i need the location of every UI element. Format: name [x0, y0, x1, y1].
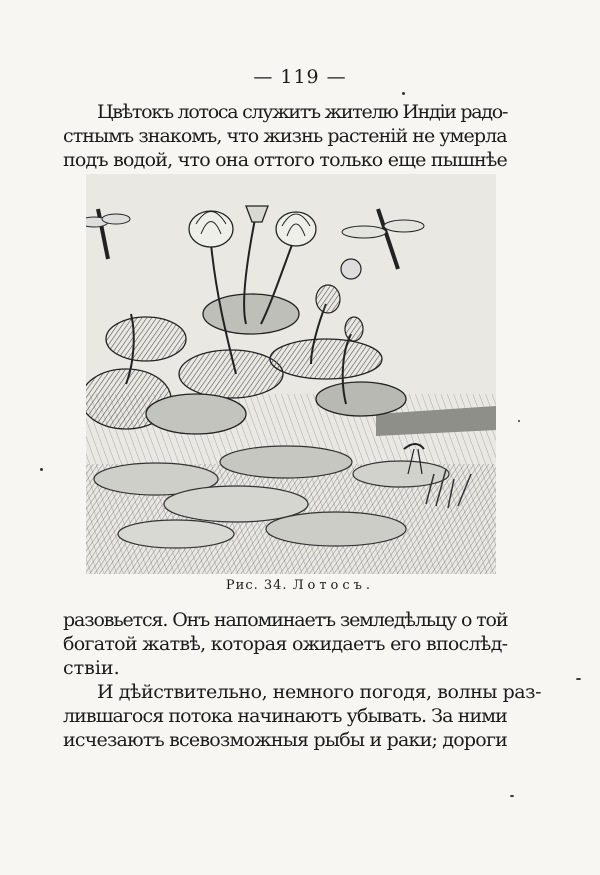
print-speck — [510, 795, 514, 797]
lotus-leaf — [316, 382, 406, 416]
lotus-pad — [353, 461, 449, 487]
lotus-flower — [276, 212, 316, 246]
lotus-illustration — [86, 174, 496, 574]
caption-title: Лотосъ. — [292, 578, 375, 593]
lotus-pad — [220, 446, 352, 478]
lotus-leaf — [203, 294, 299, 334]
lotus-pad — [118, 520, 234, 548]
lotus-bud — [341, 259, 361, 279]
print-speck — [576, 678, 581, 680]
text-line: Цвѣтокъ лотоса служитъ жителю Индіи радо- — [97, 101, 508, 123]
text-line: богатой жатвѣ, которая ожидаетъ его впослѣд- — [63, 633, 508, 655]
lotus-leaf — [106, 317, 186, 361]
lotus-bud — [345, 317, 363, 341]
lotus-bud — [316, 285, 340, 313]
text-line: разовьется. Онъ напоминаетъ земледѣльцу о той — [63, 609, 508, 631]
page-number: — 119 — — [253, 66, 347, 88]
text-line: стнымъ знакомъ, что жизнь растеній не умерла — [63, 125, 507, 147]
text-line: подъ водой, что она оттого только еще пышнѣе — [63, 149, 508, 171]
print-speck — [402, 92, 405, 95]
lotus-pad — [266, 512, 406, 546]
text-line: лившагося потока начинаютъ убывать. За ними — [63, 705, 507, 727]
lotus-leaf — [146, 394, 246, 434]
lotus-flower — [189, 211, 233, 247]
text-line: исчезаютъ всевозможныя рыбы и раки; дороги — [63, 729, 507, 751]
figure-caption — [0, 578, 600, 593]
caption-prefix: Рис. 34. — [225, 578, 288, 593]
lotus-leaf — [270, 339, 382, 379]
print-speck — [40, 468, 43, 471]
text-line: ствіи. — [63, 657, 120, 679]
text-line: И дѣйствительно, немного погодя, волны раз- — [97, 681, 542, 703]
print-speck — [518, 420, 520, 422]
